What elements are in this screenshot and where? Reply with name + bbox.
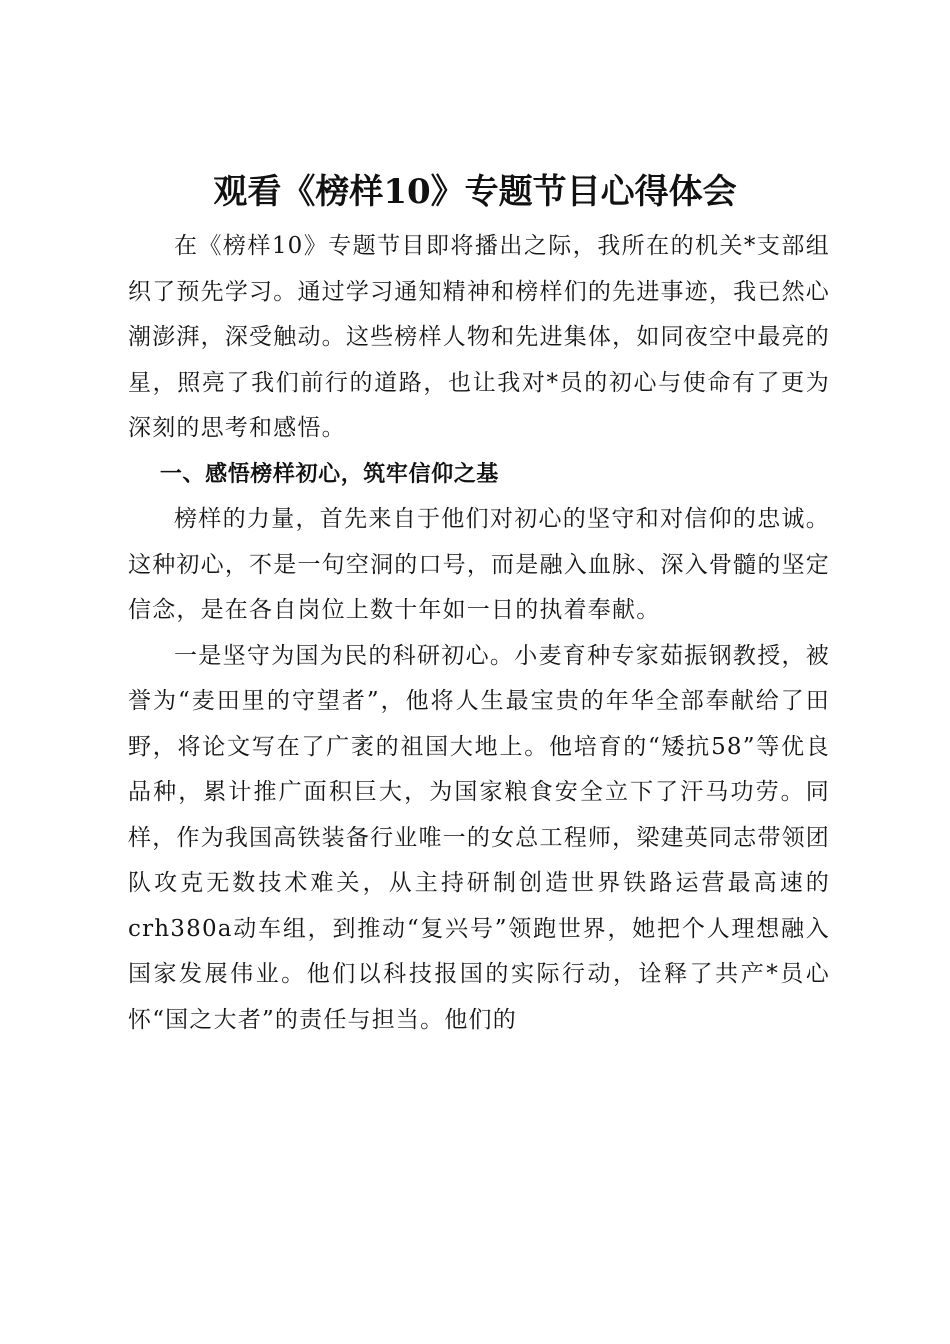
- document-title: 观看《榜样10》专题节目心得体会: [213, 172, 737, 212]
- intro-paragraph: 在《榜样10》专题节目即将播出之际，我所在的机关*支部组织了预先学习。通过学习通知精神和榜样们的先进事迹，我已然心潮澎湃，深受触动。这些榜样人物和先进集体，如同夜空中最亮的星，照亮了我们前行的道路，也让我对*员的初心与使命有了更为深刻的思考和感悟。: [128, 233, 830, 441]
- section-heading: 一、感悟榜样初心，筑牢信仰之基: [159, 461, 499, 487]
- document-body: [128, 224, 830, 1043]
- section-paragraph: 榜样的力量，首先来自于他们对初心的坚守和对信仰的忠诚。这种初心，不是一句空洞的口号，而是融入血脉、深入骨髓的坚定信念，是在各自岗位上数十年如一日的执着奉献。: [128, 506, 830, 623]
- section-paragraph-examples: 一是坚守为国为民的科研初心。小麦育种专家茹振钢教授，被誉为“麦田里的守望者”，他将人生最宝贵的年华全部奉献给了田野，将论文写在了广袤的祖国大地上。他培育的“矮抗58”等优良品种，累计推广面积巨大，为国家粮食安全立下了汗马功劳。同样，作为我国高铁装备行业唯一的女总工程师，梁建英同志带领团队攻克无数技术难关，从主持研制创造世界铁路运营最高速的crh380a动车组，到推动“复兴号”领跑世界，她把个人理想融入国家发展伟业。他们以科技报国的实际行动，诠释了共产*员心怀“国之大者”的责任与担当。他们的: [128, 642, 830, 1033]
